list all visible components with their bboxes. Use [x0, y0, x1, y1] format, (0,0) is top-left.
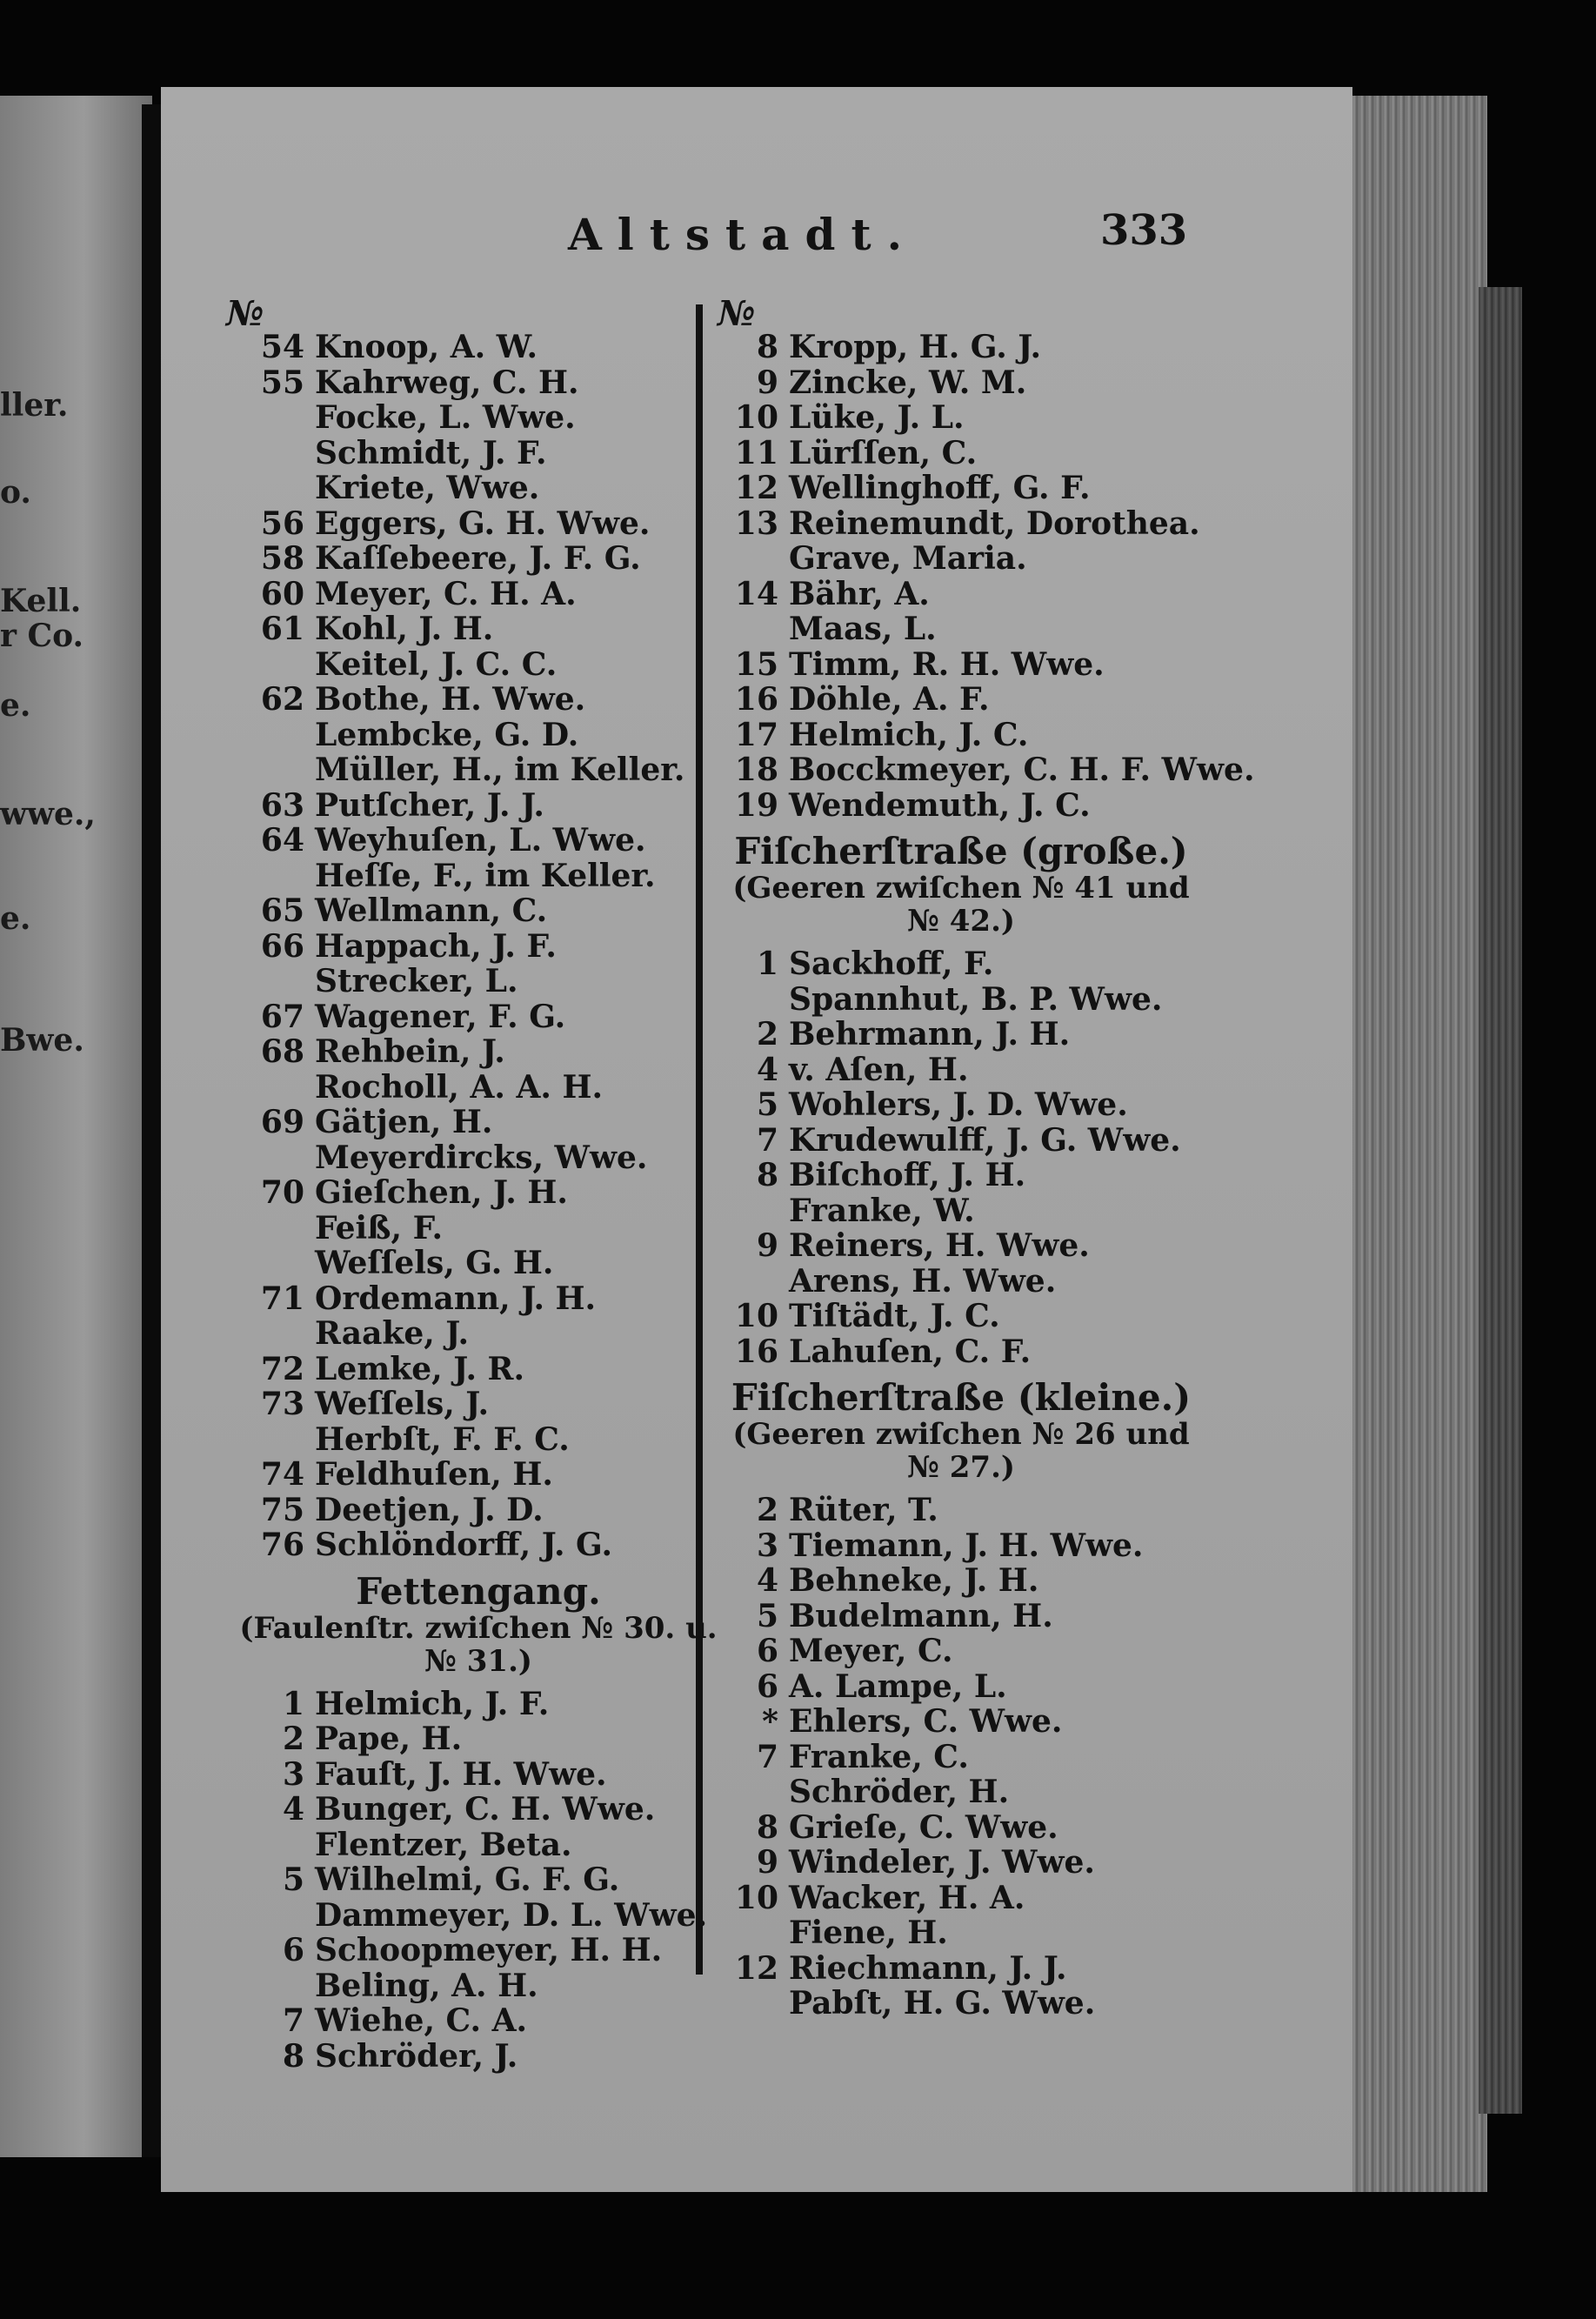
resident-name: Dammeyer, D. L. Wwe.	[315, 1896, 708, 1934]
house-number: 7	[756, 1121, 778, 1159]
directory-entry	[718, 1810, 1344, 1846]
resident-name: Krudewulff, J. G. Wwe.	[789, 1121, 1181, 1159]
house-number: 15	[734, 645, 778, 683]
resident-name: Bothe, H. Wwe.	[315, 681, 586, 718]
directory-entry	[718, 946, 1344, 982]
house-number: 9	[756, 364, 778, 401]
house-number: 14	[734, 575, 778, 612]
directory-entry	[718, 1669, 1344, 1705]
directory-entry	[718, 400, 1344, 436]
house-number: 54	[260, 329, 304, 365]
resident-name: Franke, C.	[789, 1738, 969, 1775]
house-number: 55	[260, 364, 304, 401]
directory-entry	[718, 365, 1344, 401]
resident-name: v. Aſen, H.	[789, 1051, 969, 1088]
street-location-note: (Geeren zwiſchen № 41 und	[732, 871, 1190, 906]
house-number: 70	[260, 1174, 304, 1211]
directory-entry	[718, 1845, 1344, 1881]
directory-entry	[718, 1704, 1344, 1740]
resident-name: Riechmann, J. J.	[789, 1949, 1067, 1987]
house-number: 16	[734, 681, 778, 718]
house-number: 6	[756, 1633, 778, 1669]
street-location-note: (Geeren zwiſchen № 26 und	[732, 1417, 1190, 1452]
resident-name: Kahrweg, C. H.	[315, 364, 579, 401]
resident-name: Strecker, L.	[315, 963, 518, 999]
right-column	[718, 293, 1344, 2022]
directory-entry	[718, 1493, 1344, 1528]
resident-name: Wellinghoff, G. F.	[789, 470, 1091, 506]
directory-entry	[718, 1158, 1344, 1193]
resident-name: Kaſſebeere, J. F. G.	[315, 540, 641, 577]
left-page-fragment: e.	[0, 687, 31, 724]
house-number: 60	[260, 575, 304, 612]
house-number: 66	[260, 927, 304, 965]
resident-name: Focke, L. Wwe.	[315, 399, 576, 436]
house-number: 74	[260, 1456, 304, 1493]
directory-entry	[718, 436, 1344, 471]
resident-name: A. Lampe, L.	[789, 1667, 1007, 1705]
resident-name: Ordemann, J. H.	[315, 1280, 597, 1317]
resident-name: Weyhuſen, L. Wwe.	[315, 822, 646, 859]
house-number: 10	[734, 1879, 778, 1916]
directory-entry	[718, 1915, 1344, 1951]
resident-name: Meyer, C. H. A.	[315, 575, 577, 612]
page-number: 333	[1100, 206, 1188, 255]
resident-name: Gieſchen, J. H.	[315, 1174, 568, 1211]
resident-name: Biſchoff, J. H.	[789, 1157, 1026, 1193]
directory-entry	[718, 1299, 1344, 1334]
house-number: 61	[260, 611, 304, 647]
house-number: 17	[734, 716, 778, 753]
resident-name: Bähr, A.	[789, 575, 930, 612]
left-page-fragment: o.	[0, 474, 31, 511]
house-number: 64	[260, 822, 304, 859]
resident-name: Happach, J. F.	[315, 927, 557, 965]
directory-entry	[718, 1563, 1344, 1599]
house-number: 12	[734, 470, 778, 506]
directory-entry	[718, 1634, 1344, 1669]
house-number: 75	[260, 1491, 304, 1528]
resident-name: Weſſels, J.	[315, 1386, 490, 1422]
entry-list	[718, 946, 1344, 1369]
resident-name: Wohlers, J. D. Wwe.	[789, 1086, 1128, 1123]
page-header-title: Altstadt.	[568, 209, 918, 260]
house-number: 4	[282, 1791, 304, 1828]
house-number: 56	[260, 505, 304, 542]
house-number: 6	[756, 1667, 778, 1705]
resident-name: Reiners, H. Wwe.	[789, 1227, 1090, 1264]
house-number: 6	[282, 1932, 304, 1968]
directory-entry	[226, 2039, 852, 2075]
directory-entry	[718, 541, 1344, 577]
directory-entry	[718, 1740, 1344, 1775]
resident-name: Heſſe, F., im Keller.	[315, 857, 656, 894]
back-cover-edge	[1479, 287, 1522, 2114]
house-number: 9	[756, 1844, 778, 1881]
resident-name: Kohl, J. H.	[315, 611, 494, 647]
resident-name: Rehbein, J.	[315, 1033, 505, 1070]
directory-entry	[718, 506, 1344, 542]
left-page-fragment: ller.	[0, 387, 69, 424]
entry-list	[718, 1493, 1344, 2022]
resident-name: Meyerdircks, Wwe.	[315, 1139, 648, 1176]
directory-entry	[718, 1053, 1344, 1088]
resident-name: Rüter, T.	[789, 1492, 938, 1528]
house-number: 3	[756, 1527, 778, 1564]
resident-name: Deetjen, J. D.	[315, 1491, 544, 1528]
left-page-edge	[0, 96, 152, 2157]
street-heading: Fiſcherſtraße (kleine.)	[731, 1376, 1192, 1419]
entry-list	[718, 330, 1344, 823]
resident-name: Wendemuth, J. C.	[789, 786, 1091, 824]
house-number: 2	[756, 1016, 778, 1053]
resident-name: Lembcke, G. D.	[315, 716, 579, 753]
resident-name: Rocholl, A. A. H.	[315, 1068, 603, 1106]
house-number: 8	[756, 1808, 778, 1846]
directory-entry	[718, 1599, 1344, 1634]
directory-entry	[718, 611, 1344, 647]
resident-name: Knoop, A. W.	[315, 329, 538, 365]
left-page-fragment: wwe.,	[0, 796, 96, 832]
house-number: 10	[734, 399, 778, 436]
house-number: 9	[756, 1227, 778, 1264]
street-heading: Fettengang.	[356, 1569, 601, 1613]
house-number: 7	[282, 2002, 304, 2039]
directory-entry	[718, 1986, 1344, 2022]
street-location-note: № 31.)	[424, 1643, 533, 1679]
book-page	[161, 87, 1352, 2192]
resident-name: Feiß, F.	[315, 1209, 444, 1246]
house-number: 3	[282, 1755, 304, 1793]
resident-name: Grave, Maria.	[789, 540, 1027, 577]
resident-name: Döhle, A. F.	[789, 681, 990, 718]
resident-name: Helmich, J. C.	[789, 716, 1029, 753]
house-number: 8	[756, 1157, 778, 1193]
directory-entry	[718, 577, 1344, 612]
directory-entry	[718, 1193, 1344, 1229]
directory-entry	[718, 1334, 1344, 1370]
resident-name: Arens, H. Wwe.	[789, 1262, 1057, 1300]
house-number: 68	[260, 1033, 304, 1070]
house-number: 71	[260, 1280, 304, 1317]
left-page-fragment: Kell.	[0, 583, 82, 619]
house-number: 67	[260, 998, 304, 1035]
house-number: 69	[260, 1104, 304, 1140]
resident-name: Lüke, J. L.	[789, 399, 965, 436]
house-number: 5	[756, 1086, 778, 1123]
resident-name: Wagener, F. G.	[315, 998, 566, 1035]
house-number: 65	[260, 892, 304, 929]
resident-name: Müller, H., im Keller.	[315, 752, 685, 788]
house-number: 1	[282, 1685, 304, 1722]
directory-entry	[718, 682, 1344, 718]
numero-sign: №	[718, 293, 756, 334]
left-page-fragment: Bwe.	[0, 1022, 84, 1059]
house-number: 10	[734, 1298, 778, 1334]
resident-name: Sackhoff, F.	[789, 946, 994, 982]
page-edge-stack	[1344, 96, 1487, 2192]
resident-name: Meyer, C.	[789, 1633, 953, 1669]
house-number: 16	[734, 1333, 778, 1370]
house-number: 1	[756, 946, 778, 982]
resident-name: Bocckmeyer, C. H. F. Wwe.	[789, 752, 1255, 788]
house-number: 8	[282, 2037, 304, 2075]
resident-name: Flentzer, Beta.	[315, 1826, 572, 1863]
house-number: 11	[734, 434, 778, 471]
resident-name: Wacker, H. A.	[789, 1879, 1025, 1916]
resident-name: Budelmann, H.	[789, 1597, 1053, 1634]
resident-name: Zincke, W. M.	[789, 364, 1027, 401]
resident-name: Lürſſen, C.	[789, 434, 978, 471]
directory-entry	[718, 752, 1344, 788]
directory-entry	[718, 1264, 1344, 1300]
resident-name: Tiemann, J. H. Wwe.	[789, 1527, 1144, 1564]
directory-entry	[718, 1123, 1344, 1159]
resident-name: Ehlers, C. Wwe.	[789, 1703, 1063, 1740]
directory-entry	[718, 718, 1344, 753]
resident-name: Fauſt, J. H. Wwe.	[315, 1755, 607, 1793]
resident-name: Tiſtädt, J. C.	[789, 1298, 1000, 1334]
house-number: 12	[734, 1949, 778, 1987]
house-number: 73	[260, 1386, 304, 1422]
resident-name: Behrmann, J. H.	[789, 1016, 1071, 1053]
resident-name: Wilhelmi, G. F. G.	[315, 1861, 620, 1898]
resident-name: Helmich, J. F.	[315, 1685, 550, 1722]
resident-name: Wellmann, C.	[315, 892, 548, 929]
house-number: 63	[260, 786, 304, 824]
directory-entry	[718, 1228, 1344, 1264]
directory-entry	[718, 788, 1344, 824]
street-heading: Fiſcherſtraße (große.)	[734, 830, 1188, 872]
directory-entry	[718, 1951, 1344, 1987]
resident-name: Pape, H.	[315, 1721, 463, 1757]
resident-name: Raake, J.	[315, 1315, 470, 1352]
resident-name: Schoopmeyer, H. H.	[315, 1932, 663, 1968]
street-location-note: № 27.)	[906, 1450, 1016, 1485]
house-number: 4	[756, 1051, 778, 1088]
book-gutter	[142, 104, 161, 2157]
house-number: 7	[756, 1738, 778, 1775]
resident-name: Pabſt, H. G. Wwe.	[789, 1985, 1096, 2022]
resident-name: Gätjen, H.	[315, 1104, 493, 1140]
resident-name: Weſſels, G. H.	[315, 1245, 554, 1281]
house-number: 5	[756, 1597, 778, 1634]
resident-name: Putſcher, J. J.	[315, 786, 544, 824]
resident-name: Kropp, H. G. J.	[789, 329, 1042, 365]
directory-entry	[718, 982, 1344, 1018]
resident-name: Feldhuſen, H.	[315, 1456, 553, 1493]
resident-name: Windeler, J. Wwe.	[789, 1844, 1095, 1881]
house-number: 18	[734, 752, 778, 788]
house-number: 76	[260, 1527, 304, 1563]
resident-name: Spannhut, B. P. Wwe.	[789, 980, 1163, 1018]
resident-name: Schmidt, J. F.	[315, 434, 547, 471]
resident-name: Keitel, J. C. C.	[315, 645, 558, 683]
left-page-fragment: r Co.	[0, 618, 84, 654]
resident-name: Franke, W.	[789, 1192, 975, 1229]
resident-name: Wiehe, C. A.	[315, 2002, 528, 2039]
resident-name: Lemke, J. R.	[315, 1350, 524, 1387]
resident-name: Schlöndorff, J. G.	[315, 1527, 613, 1563]
resident-name: Lahuſen, C. F.	[789, 1333, 1032, 1370]
house-number: *	[762, 1703, 778, 1740]
directory-entry	[718, 471, 1344, 506]
house-number: 4	[756, 1562, 778, 1599]
resident-name: Reinemundt, Dorothea.	[789, 505, 1200, 542]
directory-entry	[718, 1017, 1344, 1053]
numero-sign: №	[226, 293, 264, 334]
resident-name: Behneke, J. H.	[789, 1562, 1039, 1599]
directory-entry	[718, 1528, 1344, 1564]
resident-name: Maas, L.	[789, 611, 937, 647]
house-number: 58	[260, 540, 304, 577]
resident-name: Schröder, H.	[789, 1774, 1010, 1810]
resident-name: Kriete, Wwe.	[315, 470, 540, 506]
resident-name: Herbſt, F. F. C.	[315, 1420, 570, 1458]
directory-entry	[718, 647, 1344, 683]
resident-name: Bunger, C. H. Wwe.	[315, 1791, 656, 1828]
directory-entry	[718, 1881, 1344, 1916]
house-number: 19	[734, 786, 778, 824]
house-number: 2	[282, 1721, 304, 1757]
resident-name: Eggers, G. H. Wwe.	[315, 505, 651, 542]
resident-name: Beling, A. H.	[315, 1967, 538, 2004]
house-number: 72	[260, 1350, 304, 1387]
street-location-note: (Faulenſtr. zwiſchen № 30. u.	[239, 1610, 718, 1646]
house-number: 13	[734, 505, 778, 542]
resident-name: Fiene, H.	[789, 1915, 948, 1951]
directory-entry	[718, 330, 1344, 365]
house-number: 2	[756, 1492, 778, 1528]
resident-name: Schröder, J.	[315, 2037, 518, 2075]
directory-entry	[718, 1087, 1344, 1123]
resident-name: Grieſe, C. Wwe.	[789, 1808, 1058, 1846]
house-number: 8	[756, 329, 778, 365]
house-number: 62	[260, 681, 304, 718]
directory-entry	[718, 1774, 1344, 1810]
street-location-note: № 42.)	[906, 904, 1016, 939]
house-number: 5	[282, 1861, 304, 1898]
left-page-fragment: e.	[0, 900, 31, 937]
resident-name: Timm, R. H. Wwe.	[789, 645, 1105, 683]
